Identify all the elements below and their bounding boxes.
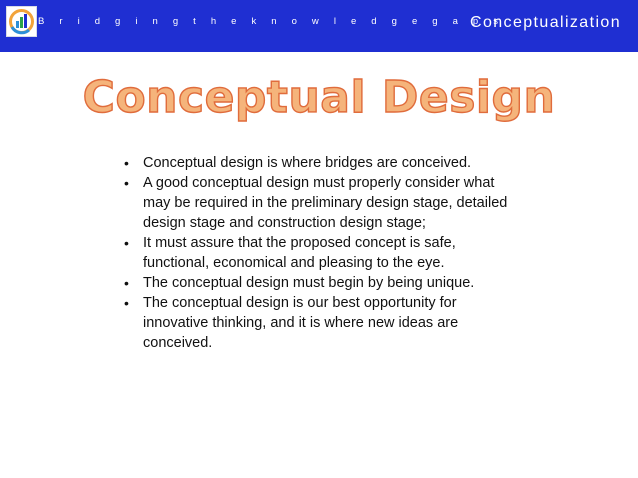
bar-chart-circle-logo-icon [7,7,36,36]
bullet-item [124,173,524,233]
bullet-list [124,153,524,353]
bullet-item [124,153,524,173]
bullet-dot-icon: • [124,235,129,251]
bullet-dot-icon: • [124,295,129,311]
section-title: Conceptualization [470,14,621,31]
tagline: B r i d g i n g t h e k n o w l e d g e g a p s [38,16,505,27]
bullet-item [124,233,524,273]
bullet-text: The conceptual design is our best opportunity for innovative thinking, and it is where new ideas are conceived. [143,295,459,351]
bullet-dot-icon: • [124,175,129,191]
header-bar [0,0,638,52]
bullet-text: It must assure that the proposed concept is safe, functional, economical and pleasing to the eye. [143,235,456,271]
bullet-item [124,293,524,353]
bullet-text: The conceptual design must begin by being unique. [143,275,475,291]
logo [6,6,37,37]
slide-title: Conceptual Design [82,72,556,123]
bullet-dot-icon: • [124,275,129,291]
bullet-text: Conceptual design is where bridges are conceived. [143,155,472,171]
bullet-text: A good conceptual design must properly consider what may be required in the preliminary design stage, detailed design stage and construction design stage; [143,175,508,231]
bullet-item [124,273,524,293]
bullet-dot-icon: • [124,155,129,171]
